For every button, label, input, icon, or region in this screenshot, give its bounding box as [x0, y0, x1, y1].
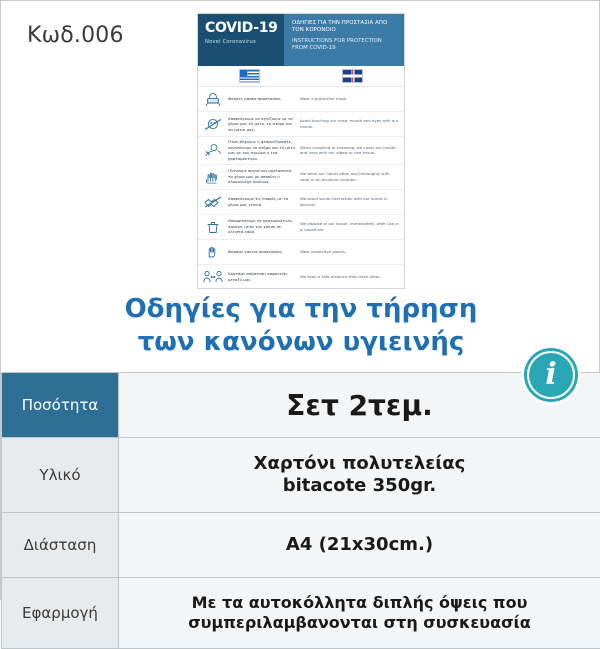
info-badge-ring: [524, 348, 578, 402]
poster-instruction-row: [198, 87, 404, 112]
poster-instruction-row: [198, 112, 404, 137]
poster-brand-title: COVID-19: [205, 21, 278, 35]
spec-value-dimension-line-1: A4 (21x30cm.): [125, 534, 594, 557]
page-title-line-1: Οδηγίες για την τήρηση: [1, 293, 600, 326]
info-badge[interactable]: [521, 345, 581, 405]
spec-value-material: [119, 438, 600, 513]
page-title-line-2: των κανόνων υγιεινής: [1, 326, 600, 359]
uk-flag-icon: [342, 69, 363, 83]
spec-value-application-line-1: Με τα αυτοκόλλητα διπλής όψεις που: [125, 593, 594, 613]
table-row: [2, 438, 600, 513]
product-code-label: Κωδ.006: [27, 23, 124, 48]
poster-instruction-gr: Φοράτε μάσκα προστασίας.: [228, 96, 300, 102]
table-row: [2, 578, 600, 649]
poster-instruction-en: Avoid touching our nose, mouth and eyes with our hands.: [300, 118, 404, 129]
poster-instruction-row: [198, 190, 404, 215]
spec-label-quantity: Ποσότητα: [2, 373, 119, 438]
spec-value-material-line-2: bitacote 350gr.: [125, 475, 594, 498]
poster-instruction-gr: Κρατάμε απόσταση ασφαλείας μεταξύ μας.: [228, 271, 300, 282]
table-row: [2, 373, 600, 438]
poster-header: [198, 14, 404, 66]
no-touch-face-icon: [198, 117, 228, 132]
spec-value-material-line-1: Χαρτόνι πολυτελείας: [125, 453, 594, 476]
table-row: [2, 513, 600, 578]
poster-instruction-list: [198, 87, 404, 289]
spec-value-application-line-2: συμπεριλαμβανονται στη συσκευασία: [125, 613, 594, 633]
poster-instruction-gr: Φοράμε γάντια προστασίας.: [228, 249, 300, 255]
poster-instruction-en: We wash our hands often and thoroughly with soap or an alcoholic solution.: [300, 171, 404, 182]
no-handshake-icon: [198, 194, 228, 209]
poster-instruction-gr: Απορρίπτουμε τα χαρτομάντηλα, αμέσως μετά την χρήση σε κλειστό κάδο.: [228, 218, 300, 235]
poster-thumbnail[interactable]: [197, 13, 405, 289]
spec-label-application: Εφαρμογή: [2, 578, 119, 649]
poster-instruction-en: When coughing or sneezing, we cover our mouth and nose with our elbow or one tissue.: [300, 145, 404, 156]
spec-label-material: Υλικό: [2, 438, 119, 513]
poster-instruction-gr: Αποφεύγουμε να αγγίζουμε με τα χέρια μας τη μύτη, το στόμα και τα μάτια μας.: [228, 116, 300, 133]
spec-value-application: [119, 578, 600, 649]
page-title: [1, 293, 600, 360]
poster-instruction-row: [198, 165, 404, 190]
poster-title-en: INSTRUCTIONS FOR PROTECTION FROM COVID-19: [292, 38, 398, 53]
poster-instruction-gr: Πλένουμε συχνά και σχολαστικά τα χέρια μας με σαπούνι ή αλκοολούχο διάλυμα.: [228, 168, 300, 185]
spec-value-quantity-line-1: Σετ 2τεμ.: [125, 388, 594, 423]
info-icon: i: [527, 351, 575, 399]
greece-flag-icon: [239, 69, 260, 83]
wash-hands-icon: [198, 169, 228, 184]
spec-value-dimension: [119, 513, 600, 578]
poster-instruction-row: [198, 215, 404, 240]
poster-instruction-row: [198, 265, 404, 289]
poster-instruction-row: [198, 137, 404, 165]
poster-instruction-en: We dispose of our tissue, immediately, after use in a closed bin.: [300, 221, 404, 232]
poster-flags-row: [198, 66, 404, 87]
poster-instruction-en: Wear protective gloves.: [300, 249, 404, 255]
greece-flag-cell: [198, 66, 301, 86]
poster-brand-subtitle: Novel Coronavirus: [205, 39, 278, 45]
poster-instruction-gr: Όταν βήχουμε ή φταρνιζόμαστε, καλύπτουμε το στόμα και τη μύτη μας με τον αγκώνα ή ένα χαρτομάντηλο.: [228, 139, 300, 162]
spec-table: [1, 372, 600, 649]
social-distance-icon: [198, 269, 228, 284]
tissue-bin-icon: [198, 219, 228, 234]
cough-elbow-icon: [198, 143, 228, 158]
poster-instruction-en: We avoid social interaction with our hands in general.: [300, 196, 404, 207]
poster-instruction-row: [198, 240, 404, 265]
face-mask-icon: [198, 92, 228, 107]
poster-instruction-en: We keep a safe distance from each other.: [300, 274, 404, 280]
spec-label-dimension: Διάσταση: [2, 513, 119, 578]
poster-instruction-gr: Αποφεύγουμε τις επαφές με τα χέρια μας γενικά.: [228, 196, 300, 207]
gloves-icon: [198, 244, 228, 259]
uk-flag-cell: [301, 66, 404, 86]
poster-title-gr: ΟΔΗΓΙΕΣ ΓΙΑ ΤΗΝ ΠΡΟΣΤΑΣΙΑ ΑΠΟ ΤΟΝ ΚΟΡΟΝΟΙΟ: [292, 20, 398, 35]
poster-brand-block: [198, 14, 284, 66]
poster-instruction-en: Wear a protective mask.: [300, 96, 404, 102]
poster-title-block: [284, 14, 404, 66]
